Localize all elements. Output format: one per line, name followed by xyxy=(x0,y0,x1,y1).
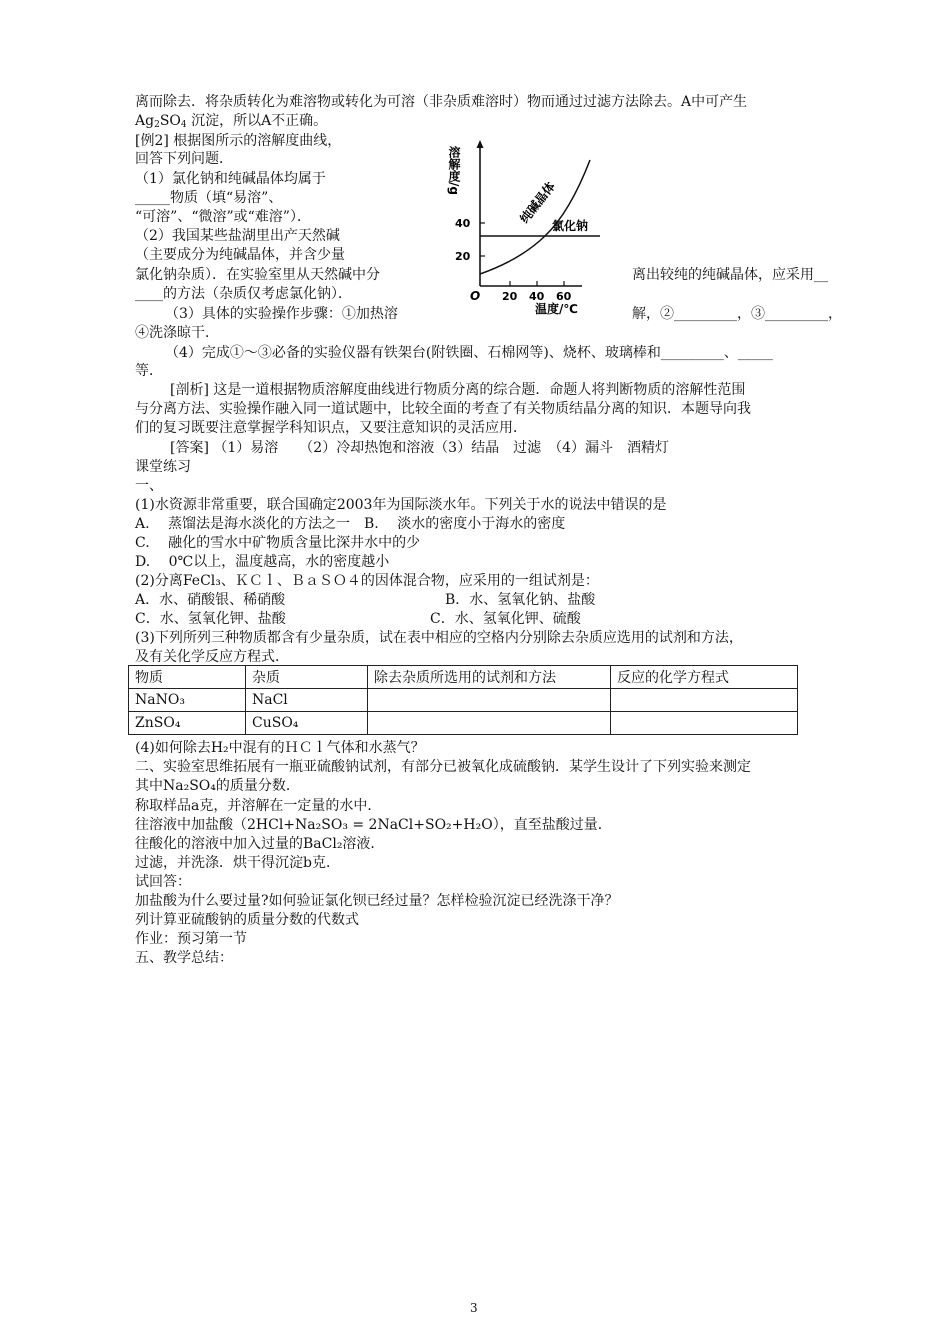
table-header-cell: 除去杂质所选用的试剂和方法 xyxy=(368,666,611,689)
question-line: 列计算亚硫酸钠的质量分数的代数式 xyxy=(135,912,359,928)
step-line: 过滤，并洗涤．烘干得沉淀b克． xyxy=(135,855,340,871)
text-line: 其中Na₂SO₄的质量分数． xyxy=(135,778,300,794)
table-header-cell: 反应的化学方程式 xyxy=(611,666,798,689)
table-header-cell: 杂质 xyxy=(246,666,368,689)
text-line xyxy=(135,112,327,134)
text-line-right: 离出较纯的纯碱晶体，应采用__ xyxy=(632,267,828,283)
text-line: 与分离方法、实验操作融入同一道试题中，比较全面的考查了有关物质结晶分离的知识．本题导向我 xyxy=(135,401,751,417)
text-line: “可溶”、“微溶”或“难溶”）． xyxy=(135,209,311,225)
subscript: 2 xyxy=(154,120,160,130)
option-a: A．水、硝酸银、稀硝酸 xyxy=(135,592,286,608)
table-header-cell: 物质 xyxy=(129,666,246,689)
solubility-figure xyxy=(447,138,625,318)
text-line: ④洗涤晾干． xyxy=(135,325,219,341)
question-line: 加盐酸为什么要过量?如何验证氯化钡已经过量？怎样检验沉淀已经洗涤干净？ xyxy=(135,893,619,909)
table-cell: NaNO₃ xyxy=(129,689,246,712)
subscript: 4 xyxy=(180,120,187,130)
exercise-4: (4)如何除去H₂中混有的ＨＣｌ气体和水蒸气？ xyxy=(135,740,425,756)
text-line: 及有关化学反应方程式． xyxy=(135,649,289,665)
exercise-2: (2)分离FeCl₃、ＫＣｌ、ＢａＳＯ４的因体混合物，应采用的一组试剂是： xyxy=(135,573,599,589)
step-line: 往酸化的溶液中加入过量的BaCl₂溶液． xyxy=(135,836,385,852)
analysis: [剖析] 这是一道根据物质溶解度曲线进行物质分离的综合题．命题人将判断物质的溶解性范围 xyxy=(170,382,746,398)
step-line: 往溶液中加盐酸（2HCl+Na₂SO₃ = 2NaCl+SO₂+H₂O），直至盐酸过量． xyxy=(135,817,612,833)
summary-heading: 五、教学总结： xyxy=(135,950,233,966)
question-2: （2）我国某些盐湖里出产天然碱 xyxy=(135,228,340,244)
section-heading: 课堂练习 xyxy=(135,459,191,475)
impurity-table xyxy=(128,665,798,735)
table-cell xyxy=(368,689,611,712)
text-line: 离而除去．将杂质转化为难溶物或转化为可溶（非杂质难溶时）物而通过过滤方法除去。A中可产生 xyxy=(135,94,748,110)
text-span: 沉淀，所以A不正确。 xyxy=(186,113,328,129)
question-3: （3）具体的实验操作步骤：①加热溶 xyxy=(165,306,398,322)
text-line: ____的方法（杂质仅考虑氯化钠）． xyxy=(135,286,352,302)
table-cell xyxy=(611,689,798,712)
table-cell: CuSO₄ xyxy=(246,712,368,735)
option-b: B．水、氢氧化钠、盐酸 xyxy=(445,592,596,608)
table-cell: NaCl xyxy=(246,689,368,712)
homework-line: 作业：预习第一节 xyxy=(135,931,247,947)
table-row xyxy=(129,689,798,712)
text-line: 试回答： xyxy=(135,874,191,890)
y-tick-label: 40 xyxy=(455,217,471,230)
question-1: （1）氯化钠和纯碱晶体均属于 xyxy=(135,171,326,187)
origin-label: O xyxy=(470,289,481,303)
soda-crystal-label: 纯碱晶体 xyxy=(517,179,558,226)
answer: [答案] （1）易溶 （2）冷却热饱和溶液（3）结晶 过滤 （4）漏斗 酒精灯 xyxy=(170,440,670,456)
option-line: C. 融化的雪水中矿物质含量比深井水中的少 xyxy=(135,535,421,551)
table-cell xyxy=(368,712,611,735)
question-4: （4）完成①～③必备的实验仪器有铁架台(附铁圈、石棉网等)、烧杯、玻璃棒和_________、_____ xyxy=(165,345,773,361)
table-header-row xyxy=(129,666,798,689)
sodium-chloride-label: 氯化钠 xyxy=(552,219,589,233)
page-number: 3 xyxy=(470,1301,478,1315)
option-c: C．水、氢氧化钾、盐酸 xyxy=(135,611,286,627)
exercise-1: (1)水资源非常重要，联合国确定2003年为国际淡水年。下列关于水的说法中错误的是 xyxy=(135,497,667,513)
text-line-right: 解，②_________，③_________， xyxy=(632,306,842,322)
y-tick-label: 20 xyxy=(455,250,471,263)
step-line: 称取样品a克，并溶解在一定量的水中． xyxy=(135,798,382,814)
option-d: C．水、氢氧化钾、硫酸 xyxy=(430,611,581,627)
exercise-3: (3)下列所列三种物质都含有少量杂质，试在表中相应的空格内分别除去杂质应选用的试剂和方法， xyxy=(135,630,743,646)
y-axis-arrow xyxy=(477,140,484,148)
option-line: D. 0℃以上，温度越高，水的密度越小 xyxy=(135,554,390,570)
text-line: 等． xyxy=(135,363,163,379)
x-tick-label: 40 xyxy=(529,290,545,303)
text-line: 氯化钠杂质）．在实验室里从天然碱中分 xyxy=(135,267,380,283)
text-line: 们的复习既要注意掌握学科知识点，又要注意知识的灵活应用． xyxy=(135,420,527,436)
option-line: A. 蒸馏法是海水淡化的方法之一 B. 淡水的密度小于海水的密度 xyxy=(135,516,566,532)
text-line: （主要成分为纯碱晶体，并含少量 xyxy=(135,247,345,263)
formula-part: Ag xyxy=(135,113,155,129)
section-two: 二、实验室思维拓展有一瓶亚硫酸钠试剂，有部分已被氧化成硫酸钠．某学生设计了下列实验来测定 xyxy=(135,759,751,775)
y-axis-label: 溶解度/g xyxy=(447,146,461,195)
x-tick-label: 20 xyxy=(502,290,518,303)
formula-part: SO xyxy=(159,113,181,129)
x-axis-label: 温度/℃ xyxy=(535,302,578,316)
text-line: _____物质（填“易溶”、 xyxy=(135,190,283,206)
table-cell xyxy=(611,712,798,735)
example-heading: [例2] 根据图所示的溶解度曲线， xyxy=(135,133,342,149)
table-cell: ZnSO₄ xyxy=(129,712,246,735)
section-number: 一、 xyxy=(135,478,163,494)
text-line: 回答下列问题． xyxy=(135,151,233,167)
table-row xyxy=(129,712,798,735)
x-tick-label: 60 xyxy=(556,290,572,303)
